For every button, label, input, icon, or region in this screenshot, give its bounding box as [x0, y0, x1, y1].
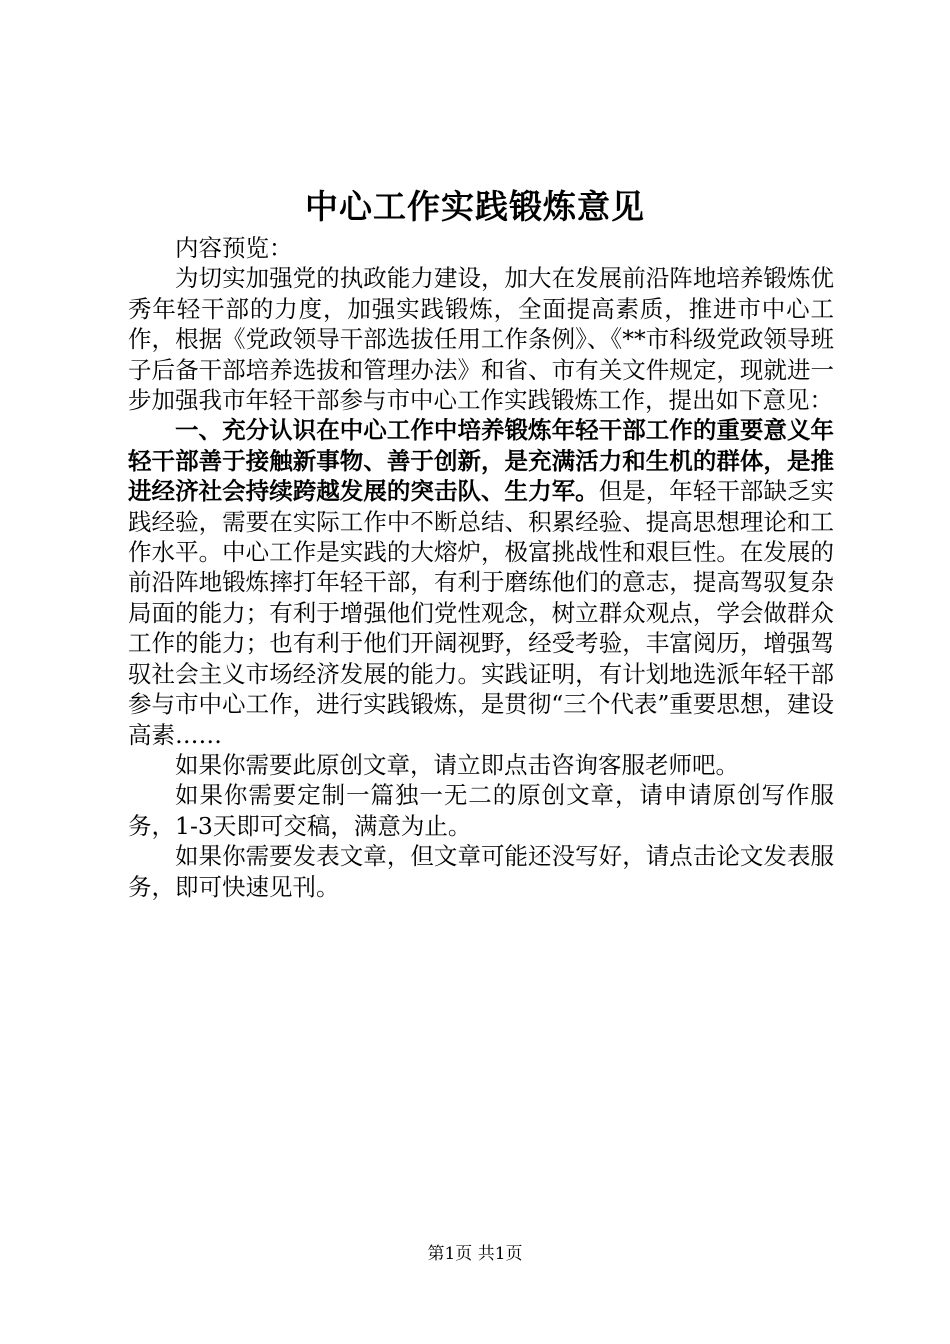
notice-custom-writing-link[interactable]: 如果你需要定制一篇独一无二的原创文章，请申请原创写作服务，1-3天即可交稿，满意为止。: [128, 781, 834, 840]
notice-publish-link[interactable]: 如果你需要发表文章，但文章可能还没写好，请点击论文发表服务，即可快速见刊。: [128, 842, 834, 901]
preview-label: 内容预览：: [175, 234, 293, 262]
document-body: [128, 233, 834, 902]
document-title: 中心工作实践锻炼意见: [305, 187, 645, 226]
section-paragraph: [128, 415, 834, 749]
notice-consult-link[interactable]: 如果你需要此原创文章，请立即点击咨询客服老师吧。: [175, 750, 739, 779]
page-footer: 第1页 共1页: [427, 1244, 523, 1264]
section-body: 但是，年轻干部缺乏实践经验，需要在实际工作中不断总结、积累经验、提高思想理论和工作水平。中心工作是实践的大熔炉，极富挑战性和艰巨性。在发展的前沿阵地锻炼摔打年轻干部，有利于磨练他们的意志，提高驾驭复杂局面的能力；有利于增强他们党性观念，树立群众观点，学会做群众工作的能力；也有利于他们开阔视野，经受考验，丰富阅历，增强驾驭社会主义市场经济发展的能力。实践证明，有计划地选派年轻干部参与市中心工作，进行实践锻炼，是贯彻“三个代表”重要思想，建设高素……: [128, 477, 835, 749]
intro-paragraph: 为切实加强党的执政能力建设，加大在发展前沿阵地培养锻炼优秀年轻干部的力度，加强实践锻炼，全面提高素质，推进市中心工作，根据《党政领导干部选拔任用工作条例》、《**市科级党政领导班子后备干部培养选拔和管理办法》和省、市有关文件规定，现就进一步加强我市年轻干部参与市中心工作实践锻炼工作，提出如下意见：: [128, 264, 834, 415]
section-heading: 一、充分认识在中心工作中培养锻炼年轻干部工作的重要意义年轻干部善于接触新事物、善于创新，是充满活力和生机的群体，是推进经济社会持续跨越发展的突击队、生力军。: [128, 416, 834, 506]
